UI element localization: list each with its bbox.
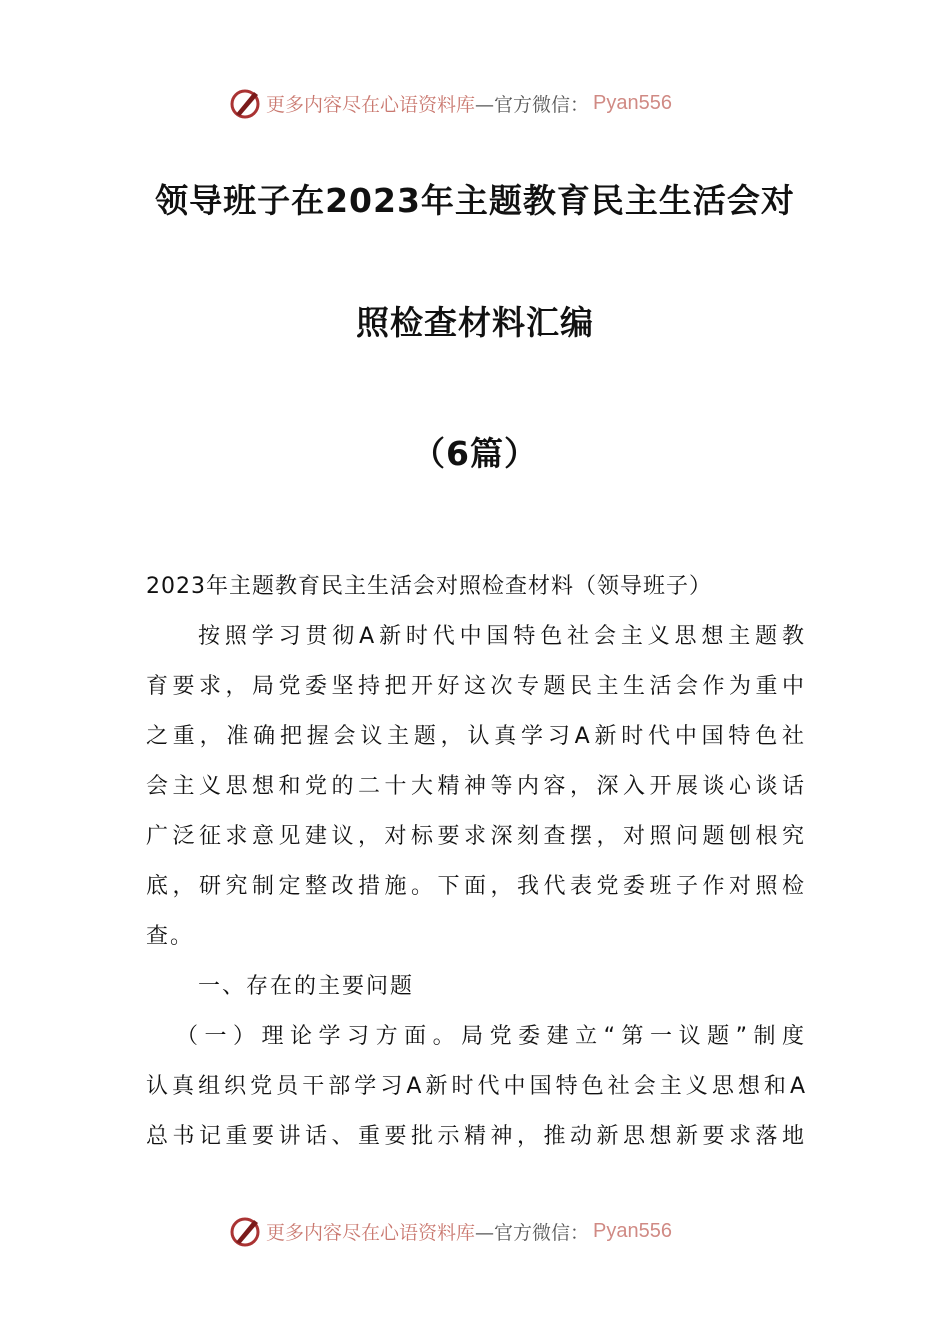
- paragraph-line: 广泛征求意见建议，对标要求深刻查摆，对照问题刨根究: [146, 824, 806, 849]
- watermark-site: 更多内容尽在心语资料库: [266, 93, 476, 116]
- paragraph-line: 之重，准确把握会议主题，认真学习A新时代中国特色社: [146, 724, 806, 749]
- section-heading: 2023年主题教育民主生活会对照检查材料（领导班子）: [146, 574, 712, 599]
- title-line-1: 领导班子在2023年主题教育民主生活会对: [155, 181, 795, 220]
- title-line-2: 照检查材料汇编: [356, 303, 594, 342]
- watermark-site: 更多内容尽在心语资料库: [266, 1221, 476, 1244]
- title-count: （6篇）: [412, 434, 538, 473]
- paragraph-line: 会主义思想和党的二十大精神等内容，深入开展谈心谈话: [146, 774, 806, 799]
- paragraph-line: 按照学习贯彻A新时代中国特色社会主义思想主题教: [198, 624, 806, 649]
- header-watermark: [228, 83, 728, 123]
- paragraph-line: 底，研究制定整改措施。下面，我代表党委班子作对照检: [146, 874, 806, 899]
- paragraph-line: 认真组织党员干部学习A新时代中国特色社会主义思想和A: [146, 1074, 806, 1099]
- document-body: [146, 568, 806, 1168]
- paragraph-line: 育要求，局党委坚持把开好这次专题民主生活会作为重中: [146, 674, 806, 699]
- watermark-dash: —官方微信：: [475, 93, 590, 116]
- quill-logo-icon: [228, 1214, 262, 1248]
- paragraph-line: （一）理论学习方面。局党委建立“第一议题”制度: [176, 1024, 806, 1049]
- paragraph-line: 总书记重要讲话、重要批示精神，推动新思想新要求落地: [146, 1124, 806, 1149]
- watermark-wechat: Pyan556: [593, 91, 672, 114]
- subheading: 一、存在的主要问题: [198, 974, 415, 999]
- paragraph-line: 查。: [146, 924, 195, 949]
- watermark-wechat: Pyan556: [593, 1219, 672, 1242]
- watermark-dash: —官方微信：: [475, 1221, 590, 1244]
- footer-watermark: [228, 1211, 728, 1251]
- quill-logo-icon: [228, 86, 262, 120]
